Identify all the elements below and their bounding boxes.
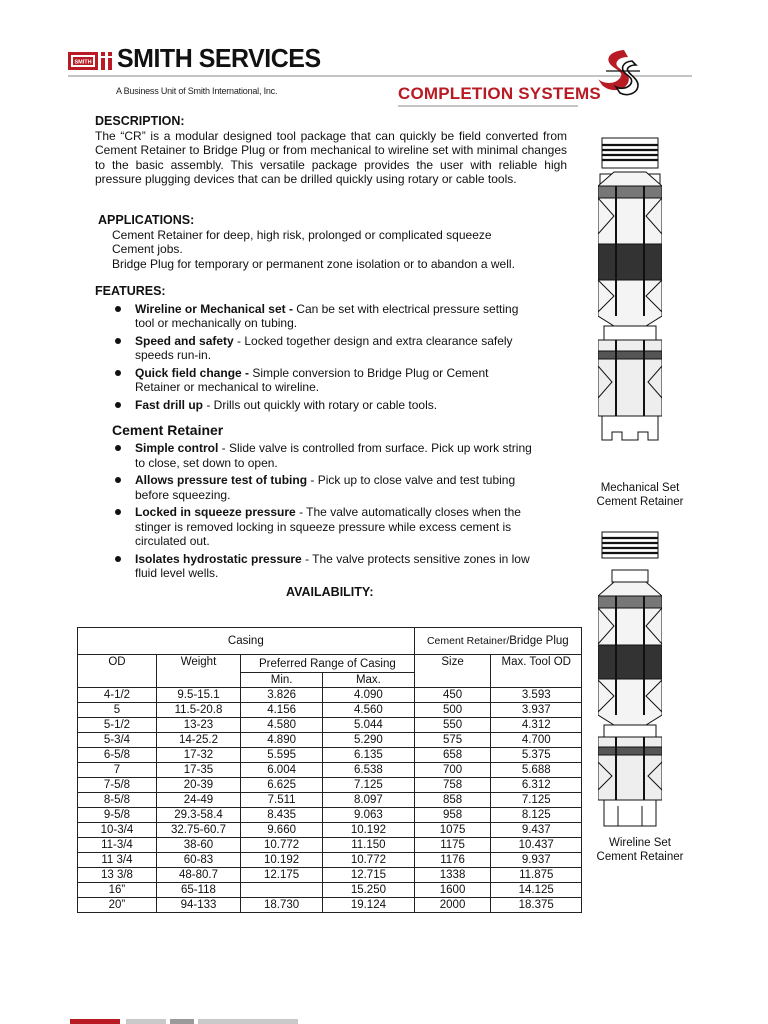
cell-tool-od: 9.437 xyxy=(491,823,582,838)
retainer-item xyxy=(112,552,542,581)
cell-od: 10-3/4 xyxy=(78,823,157,838)
cell-od: 5-1/2 xyxy=(78,718,157,733)
cell-weight: 24-49 xyxy=(156,793,240,808)
cell-max: 4.560 xyxy=(323,703,415,718)
cell-od: 5 xyxy=(78,703,157,718)
table-row xyxy=(78,733,582,748)
feature-text: - Drills out quickly with rotary or cable tools. xyxy=(203,397,438,412)
logo-badge-text: SMITH xyxy=(74,59,92,66)
cell-tool-od: 11.875 xyxy=(491,868,582,883)
cell-min: 4.156 xyxy=(241,703,323,718)
features-heading: FEATURES: xyxy=(95,284,166,298)
completion-systems-logo-icon xyxy=(594,47,642,99)
table-row xyxy=(78,778,582,793)
cell-tool-od: 10.437 xyxy=(491,838,582,853)
cell-weight: 65-118 xyxy=(156,883,240,898)
table-row xyxy=(78,868,582,883)
cell-size: 450 xyxy=(414,688,491,703)
cell-weight: 13-23 xyxy=(156,718,240,733)
feature-item xyxy=(112,302,532,331)
cell-weight: 20-39 xyxy=(156,778,240,793)
plug-group-header xyxy=(414,628,581,655)
cell-min: 18.730 xyxy=(241,898,323,913)
cell-max: 8.097 xyxy=(323,793,415,808)
table-row xyxy=(78,838,582,853)
cell-min: 7.511 xyxy=(241,793,323,808)
cell-min: 6.004 xyxy=(241,763,323,778)
cell-min: 4.580 xyxy=(241,718,323,733)
applications-item: Bridge Plug for temporary or permanent zone isolation or to abandon a well. xyxy=(112,256,515,271)
cement-retainer-heading: Cement Retainer xyxy=(112,422,224,438)
cell-size: 1176 xyxy=(414,853,491,868)
retainer-text: - The valve automatically closes when the stinger is removed locking in squeeze pressure while excess cement is circulated out. xyxy=(135,505,521,548)
table-row xyxy=(78,808,582,823)
division-underline xyxy=(398,105,578,107)
cell-weight: 17-35 xyxy=(156,763,240,778)
division-title: COMPLETION SYSTEMS xyxy=(398,84,601,103)
cell-od: 9-5/8 xyxy=(78,808,157,823)
retainer-title: Allows pressure test of tubing xyxy=(135,473,308,487)
table-row xyxy=(78,763,582,778)
cell-size: 1338 xyxy=(414,868,491,883)
cell-min: 12.175 xyxy=(241,868,323,883)
footer-logo-fragment xyxy=(70,1018,310,1024)
cell-max: 4.090 xyxy=(323,688,415,703)
cell-size: 958 xyxy=(414,808,491,823)
col-weight-header: Weight xyxy=(156,655,240,688)
cell-weight: 48-80.7 xyxy=(156,868,240,883)
features-section xyxy=(95,284,555,415)
cell-max: 6.538 xyxy=(323,763,415,778)
description-heading: DESCRIPTION: xyxy=(95,114,185,128)
cell-weight: 60-83 xyxy=(156,853,240,868)
cell-size: 500 xyxy=(414,703,491,718)
company-logo-text: SMITH SERVICES xyxy=(117,43,321,73)
mechanical-caption-line2: Cement Retainer xyxy=(596,496,684,508)
cell-min xyxy=(241,883,323,898)
table-row xyxy=(78,883,582,898)
cell-tool-od: 3.937 xyxy=(491,703,582,718)
feature-title: Wireline or Mechanical set - xyxy=(135,301,297,316)
cell-od: 11-3/4 xyxy=(78,838,157,853)
wireline-set-retainer-figure xyxy=(598,530,662,830)
cell-tool-od: 4.312 xyxy=(491,718,582,733)
cell-max: 5.044 xyxy=(323,718,415,733)
cell-tool-od: 4.700 xyxy=(491,733,582,748)
cell-od: 11 3/4 xyxy=(78,853,157,868)
retainer-title: Locked in squeeze pressure xyxy=(135,505,296,519)
col-od-header: OD xyxy=(78,655,157,688)
cell-max: 6.135 xyxy=(323,748,415,763)
mechanical-caption xyxy=(588,481,692,509)
mechanical-caption-line1: Mechanical Set xyxy=(600,482,680,494)
cell-size: 1175 xyxy=(414,838,491,853)
cell-tool-od: 3.593 xyxy=(491,688,582,703)
wireline-caption xyxy=(588,836,692,864)
cell-tool-od: 5.375 xyxy=(491,748,582,763)
retainer-text: - Pick up to close valve and test tubing before squeezing. xyxy=(135,473,516,502)
cell-max: 15.250 xyxy=(323,883,415,898)
table-row xyxy=(78,853,582,868)
cell-min: 10.192 xyxy=(241,853,323,868)
availability-heading: AVAILABILITY: xyxy=(286,585,374,599)
cell-max: 19.124 xyxy=(323,898,415,913)
retainer-text: - Slide valve is controlled from surface. Pick up work string to close, set down to open. xyxy=(135,441,532,470)
company-tagline: A Business Unit of Smith International, Inc. xyxy=(116,86,278,96)
cell-max: 7.125 xyxy=(323,778,415,793)
cell-min: 9.660 xyxy=(241,823,323,838)
feature-title: Fast drill up xyxy=(135,397,204,412)
wireline-caption-line2: Cement Retainer xyxy=(596,851,684,863)
mechanical-set-retainer-figure xyxy=(598,136,662,446)
col-size-header: Size xyxy=(414,655,491,688)
cell-weight: 17-32 xyxy=(156,748,240,763)
cell-od: 4-1/2 xyxy=(78,688,157,703)
cell-min: 3.826 xyxy=(241,688,323,703)
cell-tool-od: 14.125 xyxy=(491,883,582,898)
cell-weight: 29.3-58.4 xyxy=(156,808,240,823)
cell-weight: 38-60 xyxy=(156,838,240,853)
cell-tool-od: 5.688 xyxy=(491,763,582,778)
retainer-text: - The valve protects sensitive zones in low fluid level wells. xyxy=(135,551,530,580)
description-section xyxy=(95,114,567,187)
cell-size: 758 xyxy=(414,778,491,793)
cell-max: 11.150 xyxy=(323,838,415,853)
applications-section xyxy=(98,213,538,271)
cell-tool-od: 18.375 xyxy=(491,898,582,913)
applications-item: Cement Retainer for deep, high risk, prolonged or complicated squeeze Cement jobs. xyxy=(112,227,492,256)
plug-header-part1: Cement Retainer/ xyxy=(426,635,510,647)
cell-tool-od: 9.937 xyxy=(491,853,582,868)
plug-header-part2: Bridge Plug xyxy=(509,635,569,647)
feature-title: Quick field change - xyxy=(135,365,253,380)
cell-min: 10.772 xyxy=(241,838,323,853)
cell-max: 10.772 xyxy=(323,853,415,868)
cell-tool-od: 7.125 xyxy=(491,793,582,808)
cell-max: 9.063 xyxy=(323,808,415,823)
cell-od: 5-3/4 xyxy=(78,733,157,748)
cement-retainer-section xyxy=(112,441,552,584)
feature-text: Can be set with electrical pressure setting tool or mechanically on tubing. xyxy=(135,301,519,330)
cell-size: 658 xyxy=(414,748,491,763)
cell-od: 20” xyxy=(78,898,157,913)
table-row xyxy=(78,748,582,763)
cell-max: 10.192 xyxy=(323,823,415,838)
table-row xyxy=(78,703,582,718)
table-row xyxy=(78,718,582,733)
feature-text: Simple conversion to Bridge Plug or Cement Retainer or mechanical to wireline. xyxy=(135,365,489,394)
cell-weight: 9.5-15.1 xyxy=(156,688,240,703)
cell-od: 13 3/8 xyxy=(78,868,157,883)
col-tool-od-header: Max. Tool OD xyxy=(491,655,582,688)
table-row xyxy=(78,898,582,913)
cell-tool-od: 8.125 xyxy=(491,808,582,823)
feature-title: Speed and safety xyxy=(135,333,234,348)
cell-od: 8-5/8 xyxy=(78,793,157,808)
feature-item xyxy=(112,398,532,413)
casing-group-header: Casing xyxy=(78,628,415,655)
feature-text: - Locked together design and extra clearance safely speeds run-in. xyxy=(135,333,513,362)
retainer-title: Simple control xyxy=(135,441,219,455)
cell-od: 16” xyxy=(78,883,157,898)
cell-size: 2000 xyxy=(414,898,491,913)
applications-heading: APPLICATIONS: xyxy=(98,213,195,227)
availability-table xyxy=(77,627,582,913)
feature-item xyxy=(112,334,532,363)
smith-logo-mark xyxy=(68,50,114,72)
retainer-item xyxy=(112,505,542,549)
cell-size: 575 xyxy=(414,733,491,748)
cell-od: 7 xyxy=(78,763,157,778)
col-range-header: Preferred Range of Casing xyxy=(241,655,415,673)
cell-weight: 14-25.2 xyxy=(156,733,240,748)
cell-weight: 11.5-20.8 xyxy=(156,703,240,718)
description-body: The “CR” is a modular designed tool package that can quickly be field converted from Cement Retainer to Bridge Plug or from mechanical to wireline set with minimal changes to the basic assembly. This versatile package provides the user with reliable high pressure plugging devices that can be drilled quickly using rotary or cable tools. xyxy=(95,128,567,186)
cell-min: 4.890 xyxy=(241,733,323,748)
col-min-header: Min. xyxy=(241,673,323,688)
cell-size: 1600 xyxy=(414,883,491,898)
wireline-caption-line1: Wireline Set xyxy=(609,837,671,849)
cell-size: 1075 xyxy=(414,823,491,838)
retainer-item xyxy=(112,473,542,502)
cell-size: 858 xyxy=(414,793,491,808)
col-max-header: Max. xyxy=(323,673,415,688)
cell-weight: 32.75-60.7 xyxy=(156,823,240,838)
feature-item xyxy=(112,366,532,395)
cell-tool-od: 6.312 xyxy=(491,778,582,793)
cell-min: 8.435 xyxy=(241,808,323,823)
retainer-item xyxy=(112,441,542,470)
cell-weight: 94-133 xyxy=(156,898,240,913)
table-row xyxy=(78,688,582,703)
cell-min: 5.595 xyxy=(241,748,323,763)
cell-max: 12.715 xyxy=(323,868,415,883)
table-row xyxy=(78,823,582,838)
retainer-title: Isolates hydrostatic pressure xyxy=(135,551,302,566)
table-row xyxy=(78,793,582,808)
cell-min: 6.625 xyxy=(241,778,323,793)
cell-size: 700 xyxy=(414,763,491,778)
cell-max: 5.290 xyxy=(323,733,415,748)
cell-size: 550 xyxy=(414,718,491,733)
cell-od: 6-5/8 xyxy=(78,748,157,763)
cell-od: 7-5/8 xyxy=(78,778,157,793)
